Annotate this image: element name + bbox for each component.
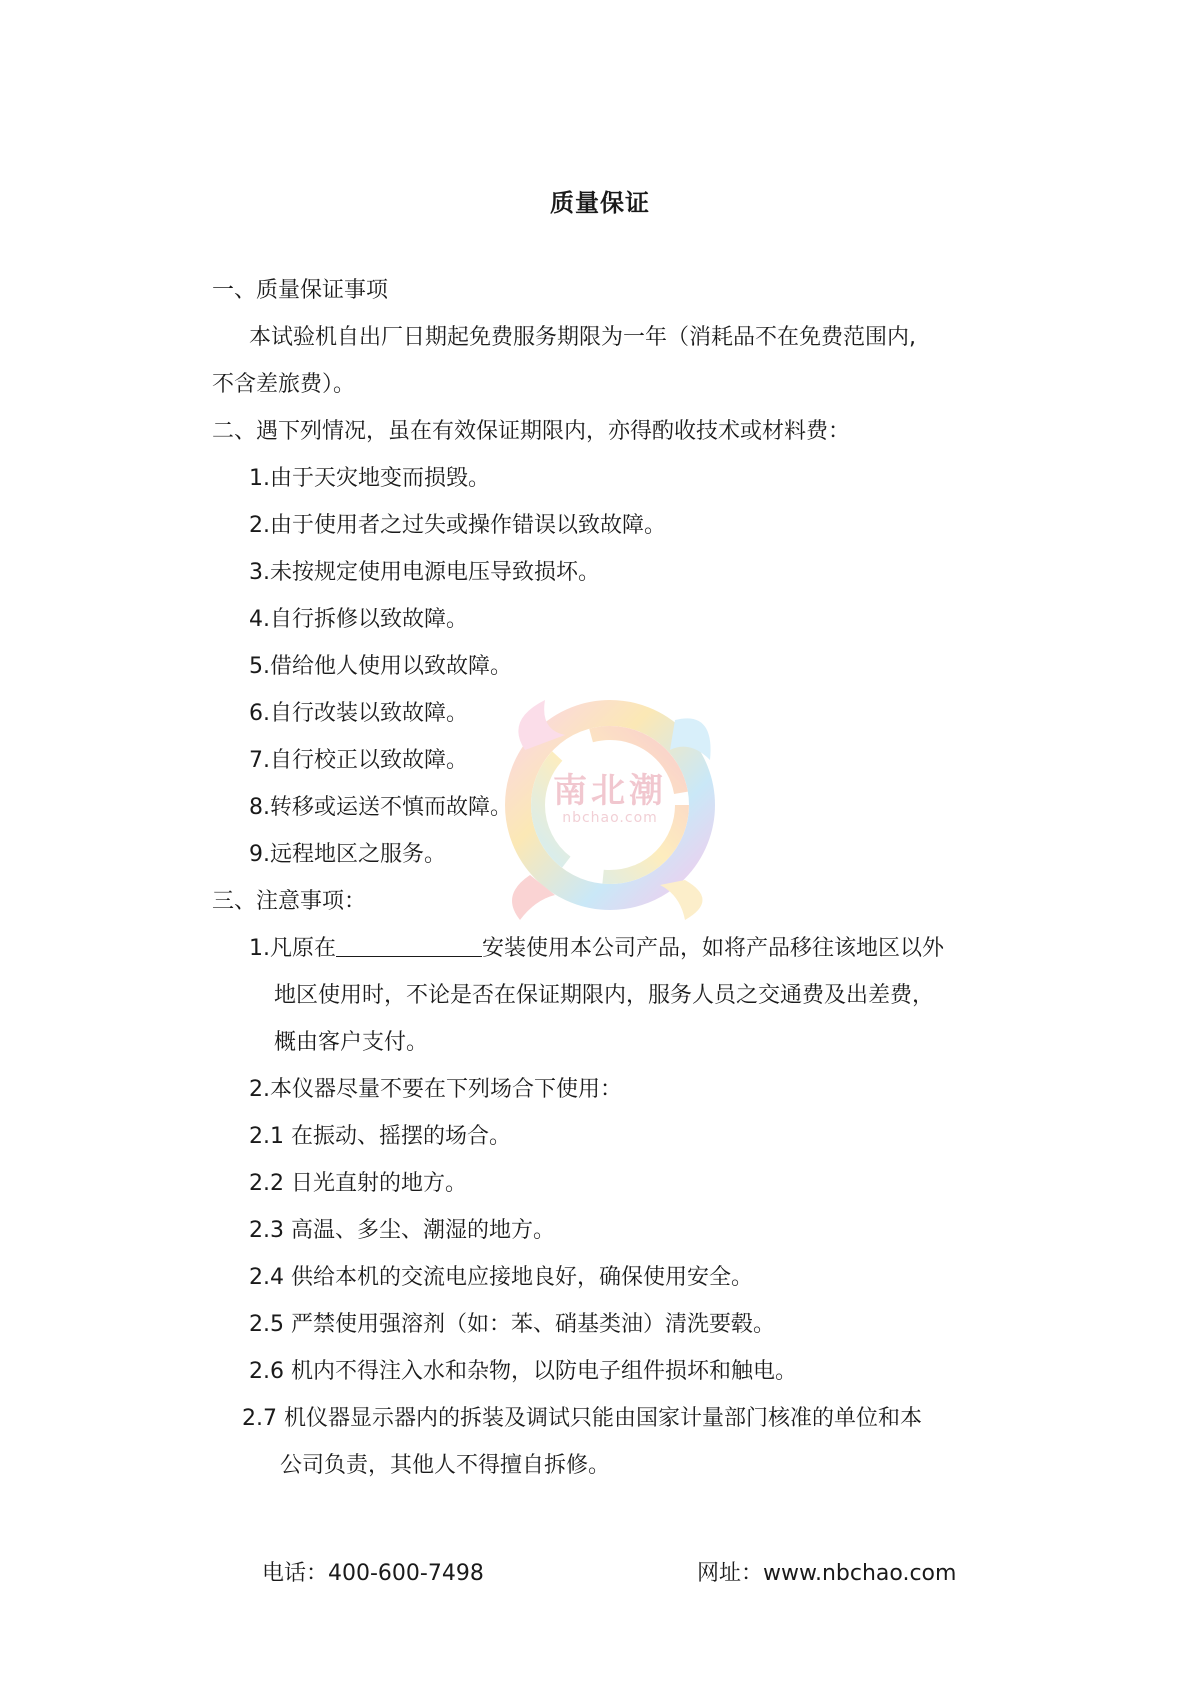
watermark-text-cn: 南北潮 xyxy=(553,771,667,811)
section-3-heading: 三、注意事项： xyxy=(212,889,367,914)
section-3-item-2: 2.本仪器尽量不要在下列场合下使用： xyxy=(249,1077,622,1102)
footer-website: 网址：www.nbchao.com xyxy=(697,1561,957,1586)
list-item: 2.6 机内不得注入水和杂物，以防电子组件损坏和触电。 xyxy=(249,1359,797,1384)
list-item: 5.借给他人使用以致故障。 xyxy=(249,654,512,679)
section-1-paragraph-line-2: 不含差旅费）。 xyxy=(212,372,356,397)
watermark-logo xyxy=(485,680,735,930)
section-1-heading: 一、质量保证事项 xyxy=(212,278,389,303)
section-3-item-1-line-3: 概由客户支付。 xyxy=(274,1030,429,1055)
item-1-suffix: 安装使用本公司产品，如将产品移往该地区以外 xyxy=(482,936,945,961)
list-item: 7.自行校正以致故障。 xyxy=(249,748,468,773)
page-title: 质量保证 xyxy=(550,189,650,217)
item-1-prefix: 1.凡原在 xyxy=(249,936,336,961)
list-item: 2.4 供给本机的交流电应接地良好，确保使用安全。 xyxy=(249,1265,753,1290)
footer-phone: 电话：400-600-7498 xyxy=(262,1561,484,1586)
section-3-item-2-7-line-2: 公司负责，其他人不得擅自拆修。 xyxy=(280,1453,611,1478)
list-item: 8.转移或运送不慎而故障。 xyxy=(249,795,512,820)
fill-in-blank xyxy=(336,934,482,957)
section-1-paragraph-line-1: 本试验机自出厂日期起免费服务期限为一年（消耗品不在免费范围内, xyxy=(249,325,916,350)
list-item: 2.由于使用者之过失或操作错误以致故障。 xyxy=(249,513,666,538)
list-item: 2.2 日光直射的地方。 xyxy=(249,1171,467,1196)
list-item: 2.5 严禁使用强溶剂（如：苯、硝基类油）清洗要毂。 xyxy=(249,1312,775,1337)
list-item: 9.远程地区之服务。 xyxy=(249,842,446,867)
section-3-item-1-line-1 xyxy=(249,934,944,964)
list-item: 2.1 在振动、摇摆的场合。 xyxy=(249,1124,511,1149)
list-item: 3.未按规定使用电源电压导致损坏。 xyxy=(249,560,600,585)
list-item: 4.自行拆修以致故障。 xyxy=(249,607,468,632)
list-item: 6.自行改装以致故障。 xyxy=(249,701,468,726)
section-2-heading: 二、遇下列情况，虽在有效保证期限内，亦得酌收技术或材料费： xyxy=(212,419,851,444)
watermark-text-en: nbchao.com xyxy=(562,810,658,826)
section-3-item-1-line-2: 地区使用时，不论是否在保证期限内，服务人员之交通费及出差费， xyxy=(274,983,935,1008)
list-item: 2.3 高温、多尘、潮湿的地方。 xyxy=(249,1218,555,1243)
list-item: 1.由于天灾地变而损毁。 xyxy=(249,466,490,491)
section-3-item-2-7-line-1: 2.7 机仪器显示器内的拆装及调试只能由国家计量部门核准的单位和本 xyxy=(242,1406,922,1431)
